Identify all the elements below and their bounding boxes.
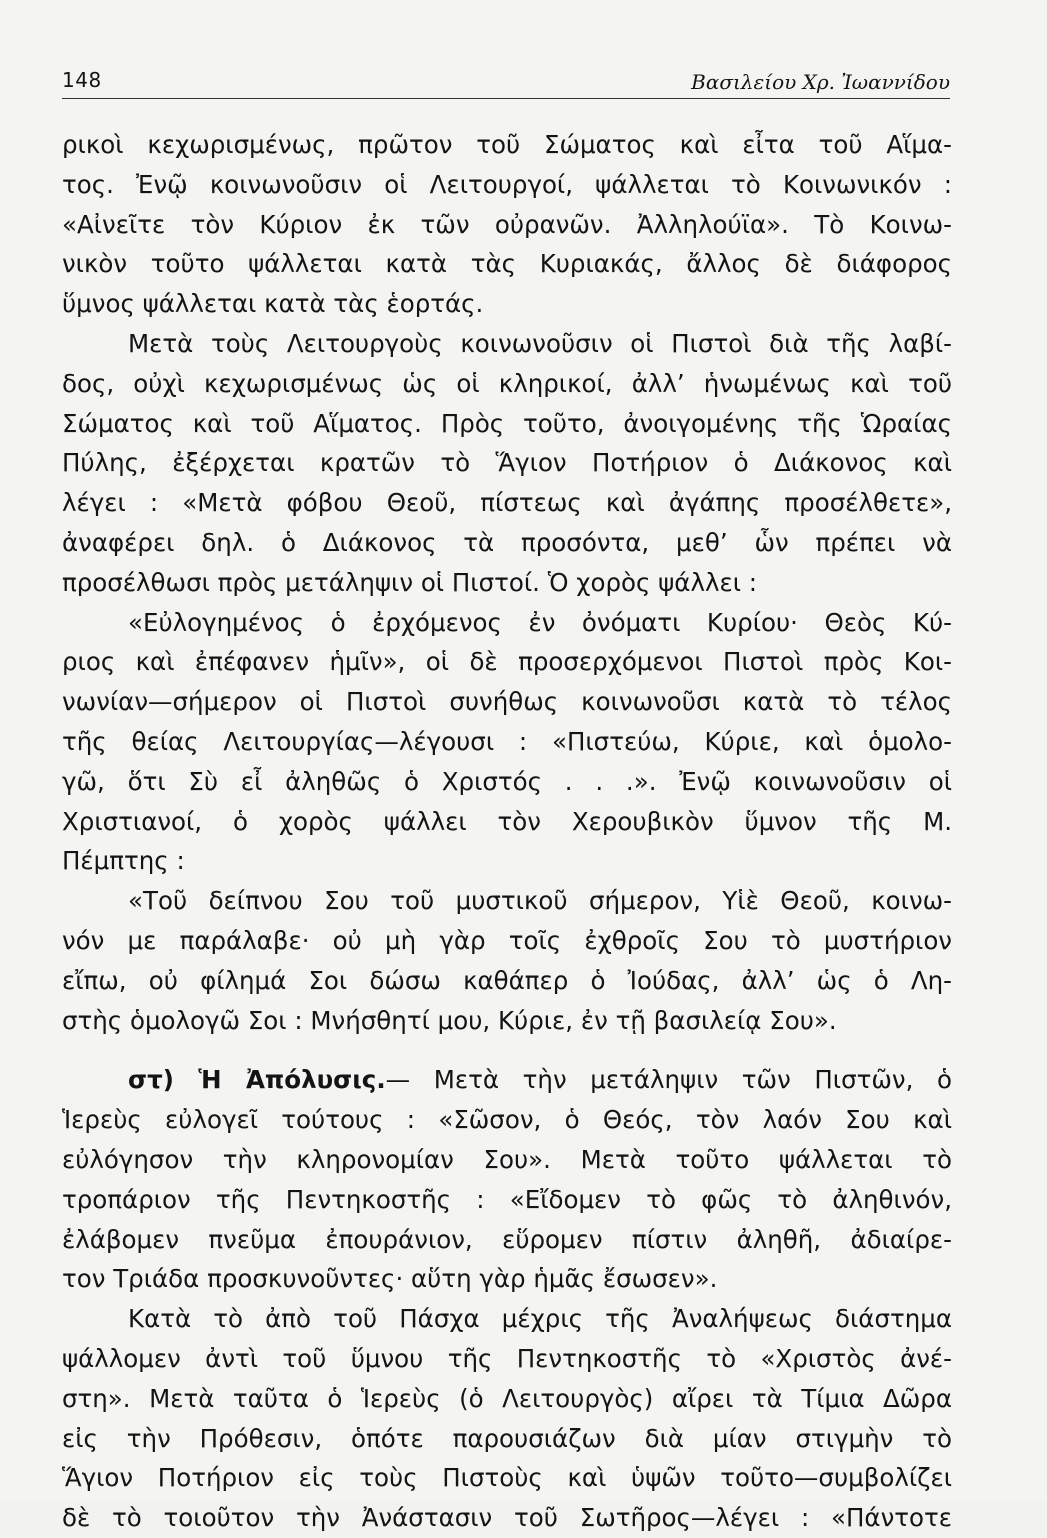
text-line: Χριστιανοί, ὁ χορὸς ψάλλει τὸν Χερουβικὸν ὕμνον τῆς Μ. [62,806,952,836]
text-line: ρικοὶ κεχωρισμένως, πρῶτον τοῦ Σώματος καὶ εἶτα τοῦ Αἵμα- [62,130,952,159]
running-head: Βασιλείου Χρ. Ἰωαννίδου [691,70,950,94]
text-line: προσέλθωσι πρὸς μετάληψιν οἱ Πιστοί. Ὁ χορὸς ψάλλει : [62,567,758,597]
text-line: γῶ, ὅτι Σὺ εἶ ἀληθῶς ὁ Χριστός . . .». Ἐνῷ κοινωνοῦσιν οἱ [62,766,952,796]
text-line: ριος καὶ ἐπέφανεν ἡμῖν», οἱ δὲ προσερχόμενοι Πιστοὶ πρὸς Κοι- [62,647,952,677]
section-heading-line [62,1060,952,1100]
text-line: «Αἰνεῖτε τὸν Κύριον ἐκ τῶν οὐρανῶν. Ἀλληλούϊα». Τὸ Κοινω- [62,209,952,239]
text-line: ὕμνος ψάλλεται κατὰ τὰς ἑορτάς. [62,289,484,319]
text-line: νικὸν τοῦτο ψάλλεται κατὰ τὰς Κυριακάς, ἄλλος δὲ διάφορος [62,249,952,279]
text-line: νωνίαν—σήμερον οἱ Πιστοὶ συνήθως κοινωνοῦσι κατὰ τὸ τέλος [62,687,952,717]
text-line: δος, οὐχὶ κεχωρισμένως ὡς οἱ κληρικοί, ἀλλ’ ἡνωμένως καὶ τοῦ [62,368,952,398]
text-line: «Τοῦ δείπνου Σου τοῦ μυστικοῦ σήμερον, Υἱὲ Θεοῦ, κοινω- [128,886,952,916]
text-line: ψάλλομεν ἀντὶ τοῦ ὕμνου τῆς Πεντηκοστῆς τὸ «Χριστὸς ἀνέ- [62,1343,952,1373]
text-line: δὲ τὸ τοιοῦτον τὴν Ἀνάστασιν τοῦ Σωτῆρος—λέγει : «Πάντοτε [62,1503,952,1533]
text-line: ἀναφέρει δηλ. ὁ Διάκονος τὰ προσόντα, μεθ’ ὧν πρέπει νὰ [62,527,952,557]
body-text [62,125,952,1538]
text-line: τος. Ἐνῷ κοινωνοῦσιν οἱ Λειτουργοί, ψάλλεται τὸ Κοινωνικόν : [62,169,952,199]
text-line: νόν με παράλαβε· οὐ μὴ γὰρ τοῖς ἐχθροῖς Σου τὸ μυστήριον [62,925,952,955]
page-header [62,66,950,99]
text-line: Κατὰ τὸ ἀπὸ τοῦ Πάσχα μέχρις τῆς Ἀναλήψεως διάστημα [128,1304,952,1334]
text-line: Πύλης, ἐξέρχεται κρατῶν τὸ Ἅγιον Ποτήριον ὁ Διάκονος καὶ [62,448,952,478]
text-line: τροπάριον τῆς Πεντηκοστῆς : «Εἴδομεν τὸ φῶς τὸ ἀληθινόν, [62,1184,952,1214]
page-number: 148 [62,68,102,92]
text-line: εἰς τὴν Πρόθεσιν, ὁπότε παρουσιάζων διὰ μίαν στιγμὴν τὸ [62,1423,952,1453]
text-line: Ἱερεὺς εὐλογεῖ τούτους : «Σῶσον, ὁ Θεός, τὸν λαόν Σου καὶ [62,1105,952,1135]
text-line: στὴς ὁμολογῶ Σοι : Μνήσθητί μου, Κύριε, ἐν τῇ βασιλείᾳ Σου». [62,1005,837,1035]
text-line: στη». Μετὰ ταῦτα ὁ Ἱερεὺς (ὁ Λειτουργὸς) αἴρει τὰ Τίμια Δῶρα [62,1383,952,1413]
text-line: Πέμπτης : [62,846,185,876]
text-line: εὐλόγησον τὴν κληρονομίαν Σου». Μετὰ τοῦτο ψάλλεται τὸ [62,1144,952,1174]
text-line: «Εὐλογημένος ὁ ἐρχόμενος ἐν ὀνόματι Κυρίου· Θεὸς Κύ- [128,607,952,637]
text-line: Ἅγιον Ποτήριον εἰς τοὺς Πιστοὺς καὶ ὑψῶν τοῦτο—συμβολίζει [62,1463,952,1493]
section-heading-text: — Μετὰ τὴν μετάληψιν τῶν Πιστῶν, ὁ [385,1065,952,1095]
text-line: Μετὰ τοὺς Λειτουργοὺς κοινωνοῦσιν οἱ Πιστοὶ διὰ τῆς λαβί- [128,328,952,358]
text-line: λέγει : «Μετὰ φόβου Θεοῦ, πίστεως καὶ ἀγάπης προσέλθετε», [62,488,952,518]
text-line: τῆς θείας Λειτουργίας—λέγουσι : «Πιστεύω, Κύριε, καὶ ὁμολο- [62,726,952,756]
text-line: ἐλάβομεν πνεῦμα ἐπουράνιον, εὕρομεν πίστιν ἀληθῆ, ἀδιαίρε- [62,1224,952,1254]
text-line: Σώματος καὶ τοῦ Αἵματος. Πρὸς τοῦτο, ἀνοιγομένης τῆς Ὡραίας [62,408,952,438]
text-line: εἴπω, οὐ φίλημά Σοι δώσω καθάπερ ὁ Ἰούδας, ἀλλ’ ὡς ὁ Λη- [62,965,952,995]
section-heading: στ) Ἡ Ἀπόλυσις. [128,1065,386,1095]
text-line: τον Τριάδα προσκυνοῦντες· αὕτη γὰρ ἡμᾶς ἔσωσεν». [62,1264,718,1294]
